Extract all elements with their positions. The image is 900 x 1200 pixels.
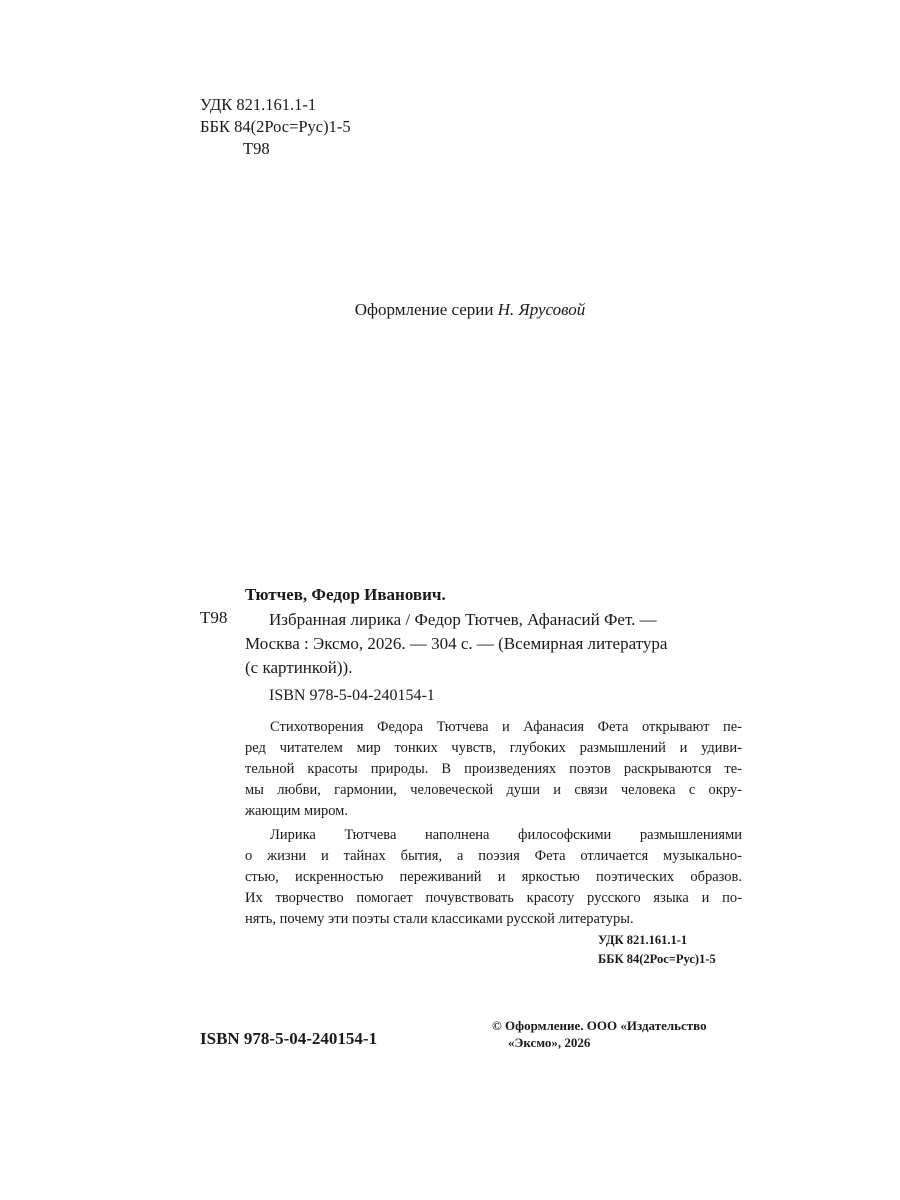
- annotation-line: о жизни и тайнах бытия, а поэзия Фета отличается музыкально-: [245, 848, 742, 864]
- bbk-code: ББК 84(2Рос=Рус)1-5: [200, 117, 351, 136]
- annotation-paragraph-2: [245, 825, 742, 930]
- top-classification: [200, 94, 351, 160]
- annotation-paragraph-1: [245, 717, 742, 822]
- record-title-line: Избранная лирика / Федор Тютчев, Афанасий Фет. —: [269, 610, 657, 629]
- annotation-line: тельной красоты природы. В произведениях поэтов раскрываются те-: [245, 761, 742, 777]
- bottom-bbk-code: ББК 84(2Рос=Рус)1-5: [598, 952, 716, 966]
- series-design-credit: [0, 300, 900, 320]
- author-sign: Т98: [243, 139, 270, 158]
- record-imprint-line: Москва : Эксмо, 2026. — 304 с. — (Всемирная литература: [245, 634, 668, 653]
- annotation-line: Лирика Тютчева наполнена философскими размышлениями: [270, 827, 742, 843]
- record-author-sign: Т98: [200, 608, 228, 627]
- record-isbn: ISBN 978-5-04-240154-1: [269, 687, 435, 704]
- copyright-line-2: «Эксмо», 2026: [508, 1035, 591, 1050]
- udk-code: УДК 821.161.1-1: [200, 95, 317, 114]
- annotation-line: жающим миром.: [245, 803, 348, 819]
- copyright-notice: [492, 1017, 707, 1051]
- copyright-line-1: © Оформление. ООО «Издательство: [492, 1018, 707, 1033]
- annotation-line: Стихотворения Федора Тютчева и Афанасия Фета открывают пе-: [270, 719, 742, 735]
- author-heading: Тютчев, Федор Иванович.: [245, 585, 446, 604]
- annotation-line: нять, почему эти поэты стали классиками русской литературы.: [245, 911, 634, 927]
- series-designer-name: Н. Ярусовой: [497, 300, 586, 319]
- annotation-line: ред читателем мир тонких чувств, глубоких размышлений и удиви-: [245, 740, 742, 756]
- footer-isbn: ISBN 978-5-04-240154-1: [200, 1029, 378, 1048]
- bottom-classification: [598, 931, 716, 969]
- record-series-line: (с картинкой)).: [245, 658, 353, 677]
- annotation-line: мы любви, гармонии, человеческой души и связи человека с окру-: [245, 782, 742, 798]
- bottom-udk-code: УДК 821.161.1-1: [598, 933, 688, 947]
- annotation-line: стью, искренностью переживаний и яркостью поэтических образов.: [245, 869, 742, 885]
- annotation: [245, 717, 742, 930]
- annotation-line: Их творчество помогает почувствовать красоту русского языка и по-: [245, 890, 742, 906]
- series-design-label: Оформление серии: [354, 300, 494, 319]
